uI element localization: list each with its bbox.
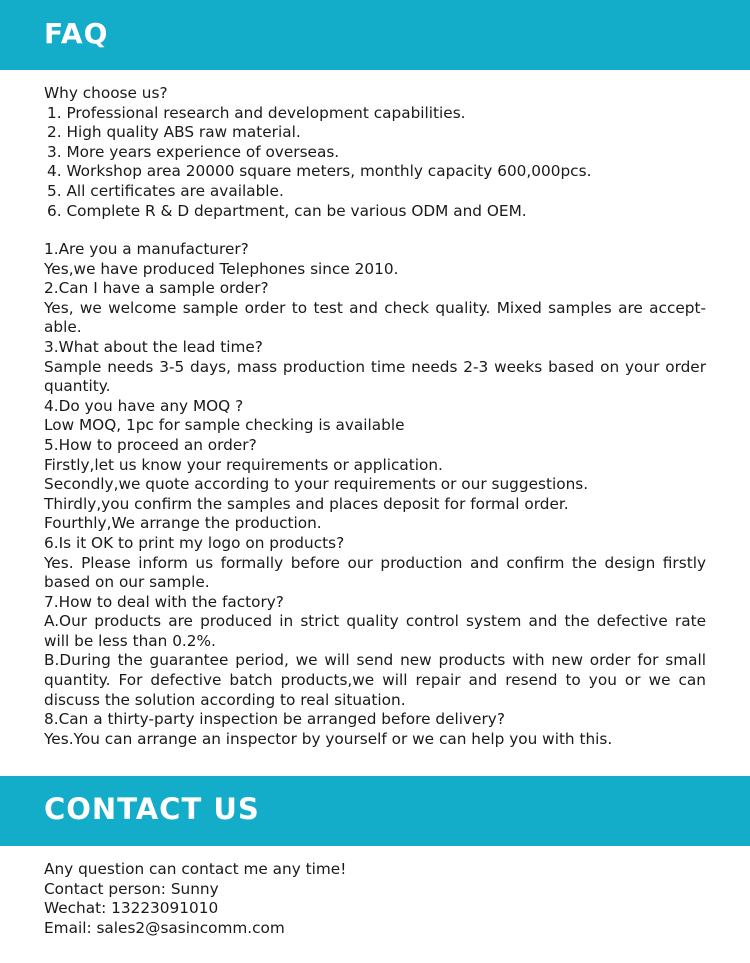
why-item: 5. All certificates are available. [47,181,284,200]
faq-answer: B.During the guarantee period, we will send new products with new order for small quantity. For defective batch products,we will repair and resend to you or we can discuss the solution according to real situation. [44,651,706,709]
faq-banner [0,0,750,70]
faq-answer: Fourthly,We arrange the production. [44,514,322,533]
faq-answer: Firstly,let us know your requirements or application. [44,455,443,474]
why-title: Why choose us? [44,84,168,102]
contact-title: CONTACT US [44,792,260,826]
faq-answer: Yes,we have produced Telephones since 2010. [44,259,399,278]
faq-question: 1.Are you a manufacturer? [44,240,249,258]
faq-question: 4.Do you have any MOQ ? [44,396,244,415]
faq-question: 3.What about the lead time? [44,337,263,356]
faq-question: 8.Can a thirty-party inspection be arranged before delivery? [44,710,505,729]
faq-answer: Sample needs 3-5 days, mass production time needs 2-3 weeks based on your order quantity. [44,357,706,396]
faq-answer: Thirdly,you confirm the samples and places deposit for formal order. [44,494,569,513]
why-item: 1. Professional research and development capabilities. [47,103,466,122]
contact-person: Contact person: Sunny [44,879,219,898]
faq-qa-section [44,240,706,749]
why-item: 6. Complete R & D department, can be various ODM and OEM. [47,201,527,220]
why-item: 3. More years experience of overseas. [47,142,340,161]
faq-answer: Low MOQ, 1pc for sample checking is available [44,416,405,435]
faq-title: FAQ [44,17,109,50]
faq-answer: Yes.You can arrange an inspector by yourself or we can help you with this. [44,729,613,748]
faq-question: 5.How to proceed an order? [44,435,257,454]
why-item: 4. Workshop area 20000 square meters, monthly capacity 600,000pcs. [47,162,592,181]
faq-question: 2.Can I have a sample order? [44,279,269,298]
faq-answer: Secondly,we quote according to your requirements or our suggestions. [44,475,589,494]
contact-section [44,860,706,938]
faq-answer: A.Our products are produced in strict quality control system and the defective rate will be less than 0.2%. [44,612,706,650]
contact-email: Email: sales2@sasincomm.com [44,918,285,937]
faq-answer: Yes. Please inform us formally before our production and confirm the design firstly based on our sample. [44,553,706,592]
contact-intro: Any question can contact me any time! [44,860,347,878]
contact-wechat: Wechat: 13223091010 [44,899,219,918]
faq-question: 6.Is it OK to print my logo on products? [44,533,345,552]
why-item: 2. High quality ABS raw material. [47,123,301,142]
faq-answer: Yes, we welcome sample order to test and check quality. Mixed samples are accept-able. [44,298,706,337]
why-choose-us-section [44,84,706,221]
faq-question: 7.How to deal with the factory? [44,592,284,611]
